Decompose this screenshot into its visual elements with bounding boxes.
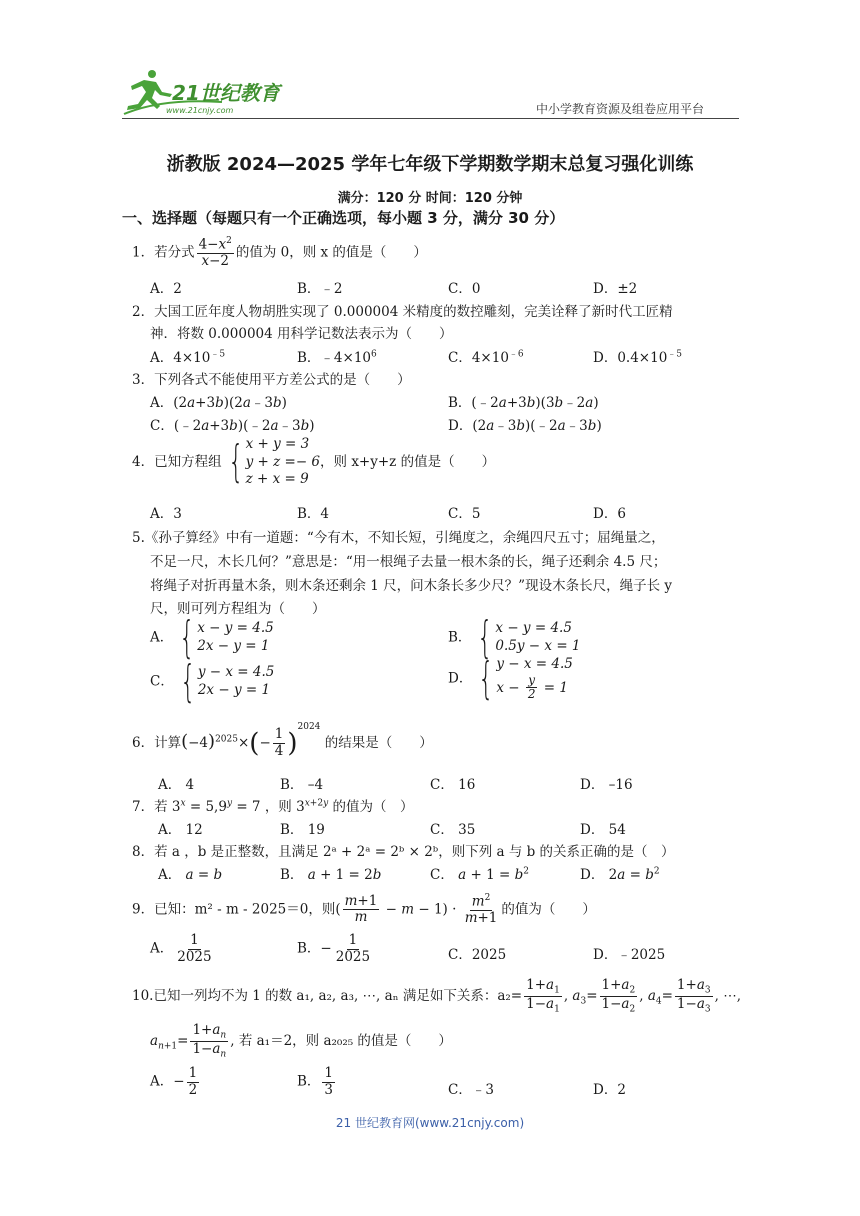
svg-text:www.21cnjy.com: www.21cnjy.com bbox=[166, 106, 234, 115]
option-b[interactable]: B．﹣2 bbox=[297, 281, 343, 297]
option-b[interactable]: B． $\frac{1}{3}$ bbox=[297, 1065, 334, 1098]
question-2-line-1: 2．大国工匠年度人物胡胜实现了 0.000004 米精度的数控雕刻，完美诠释了新时代工匠精 bbox=[132, 304, 673, 320]
option-d[interactable]: D．2 bbox=[593, 1082, 626, 1098]
option-d[interactable]: D． { y − x = 4.5 x − $\frac{y}{2}$ = 1 bbox=[448, 653, 573, 705]
question-5-line-2: 不足一尺，木长几何？”意思是：“用一根绳子去量一根木条的长，绳子还剩余 4.5 尺； bbox=[150, 554, 667, 570]
option-a[interactable]: A． 4 bbox=[158, 777, 195, 793]
question-5-line-4: 尺，则可列方程组为（ ） bbox=[150, 601, 326, 617]
option-d[interactable]: D．6 bbox=[593, 506, 626, 522]
option-b[interactable]: B．(﹣2a+3b)(3b﹣2a) bbox=[448, 395, 599, 411]
option-b[interactable]: B． 19 bbox=[280, 822, 325, 838]
option-a[interactable]: A． { x − y = 4.5 2x − y = 1 bbox=[150, 612, 274, 663]
question-3: 3．下列各式不能使用平方差公式的是（ ） bbox=[132, 372, 411, 388]
footer-link[interactable]: 21 世纪教育网(www.21cnjy.com) bbox=[335, 1116, 525, 1130]
option-a[interactable]: A．3 bbox=[150, 506, 182, 522]
question-6: 6．计算$(-4)^{2025}\times(-$ $\frac{1}{4}$ )$^{2024}$ 的结果是（ ） bbox=[132, 722, 433, 759]
option-d[interactable]: D．±2 bbox=[593, 281, 638, 297]
option-c[interactable]: C． 35 bbox=[430, 822, 476, 838]
option-a[interactable]: A．2 bbox=[150, 281, 182, 297]
option-c[interactable]: C． 16 bbox=[430, 777, 476, 793]
option-c[interactable]: C．0 bbox=[448, 281, 481, 297]
option-a[interactable]: A． $\frac{1}{2025}$ bbox=[150, 932, 212, 965]
question-8: 8．若 a ，b 是正整数，且满足 2ᵃ + 2ᵃ = 2ᵇ × 2ᵇ，则下列 a 与 b 的关系正确的是（ ） bbox=[132, 844, 675, 860]
question-5-line-1: 5.《孙子算经》中有一道题：“今有木，不知长短，引绳度之，余绳四尺五寸；屈绳量之， bbox=[132, 530, 665, 546]
option-a[interactable]: A．$4\times 10^{﹣5}$ bbox=[150, 349, 226, 366]
option-b[interactable]: B． –4 bbox=[280, 777, 324, 793]
option-c[interactable]: C． $a + 1 = b^2$ bbox=[430, 866, 529, 883]
question-5-line-3: 将绳子对折再量木条，则木条还剩余 1 尺，问木条长多少尺？”现设木条长尺，绳子长 y bbox=[150, 578, 672, 594]
option-d[interactable]: D． 54 bbox=[580, 822, 626, 838]
option-c[interactable]: C．2025 bbox=[448, 947, 507, 963]
question-9: 9．已知：m² - m - 2025＝0，则( $\frac{m+1}{m}$ − m − 1) · $\frac{m^2}{m+1}$ 的值为（ ） bbox=[132, 892, 596, 927]
option-c[interactable]: C．(﹣2a+3b)(﹣2a﹣3b) bbox=[150, 418, 315, 434]
exam-info: 满分：120 分 时间：120 分钟 bbox=[337, 191, 523, 206]
question-10-line-2: $a_{n+1}=$ $\frac{1+a_n}{1-a_n}$ , 若 a₁＝2，则 a₂₀₂₅ 的值是（ ） bbox=[150, 1022, 452, 1060]
question-2-line-2: 神．将数 0.000004 用科学记数法表示为（ ） bbox=[150, 326, 453, 342]
option-b[interactable]: B． a + 1 = 2b bbox=[280, 867, 382, 883]
option-b[interactable]: B．$﹣4\times 10^6$ bbox=[297, 349, 377, 366]
runner-logo-icon bbox=[122, 68, 292, 118]
option-d[interactable]: D．$0.4\times 10^{﹣5}$ bbox=[593, 349, 683, 366]
option-a[interactable]: A．(2a+3b)(2a﹣3b) bbox=[150, 395, 287, 411]
option-b[interactable]: B． { x − y = 4.5 0.5y − x = 1 bbox=[448, 612, 581, 663]
logo bbox=[122, 68, 292, 118]
svg-text:21世纪教育: 21世纪教育 bbox=[172, 81, 280, 105]
question-7: 7．若 $3^x = 5,9^y = 7$ ，则 $3^{x+2y}$ 的值为（ ） bbox=[132, 798, 414, 815]
option-c[interactable]: C． { y − x = 4.5 2x − y = 1 bbox=[150, 656, 275, 707]
option-c[interactable]: C．﹣3 bbox=[448, 1082, 494, 1098]
option-c[interactable]: C．5 bbox=[448, 506, 481, 522]
option-c[interactable]: C．$4\times 10^{﹣6}$ bbox=[448, 349, 524, 366]
option-a[interactable]: A．− $\frac{1}{2}$ bbox=[150, 1065, 198, 1098]
page-title: 浙教版 2024—2025 学年七年级下学期数学期末总复习强化训练 bbox=[166, 154, 694, 175]
option-b[interactable]: B．4 bbox=[297, 506, 330, 522]
question-1: 1．若分式 $\frac{4-x^2}{x-2}$ 的值为 0，则 x 的值是（ ） bbox=[132, 236, 427, 270]
option-d[interactable]: D．﹣2025 bbox=[593, 947, 666, 963]
section-heading: 一、选择题（每题只有一个正确选项，每小题 3 分，满分 30 分） bbox=[122, 209, 565, 227]
option-a[interactable]: A． 12 bbox=[158, 822, 203, 838]
option-d[interactable]: D． $2a = b^2$ bbox=[580, 866, 660, 883]
option-d[interactable]: D． –16 bbox=[580, 777, 633, 793]
header-divider bbox=[122, 118, 739, 119]
option-d[interactable]: D．(2a﹣3b)(﹣2a﹣3b) bbox=[448, 418, 602, 434]
question-10: 10.已知一列均不为 1 的数 a₁, a₂, a₃, ⋯, aₙ 满足如下关系：a₂= $\frac{1+a_1}{1-a_1}$ , $a_3=$ $\frac{1+a_2}{1-a_2}$ , $a_4=$ $\frac{1+a_3}{1-a_3}$ , ⋯, bbox=[132, 977, 741, 1015]
option-b[interactable]: B．− $\frac{1}{2025}$ bbox=[297, 932, 371, 965]
option-a[interactable]: A． a = b bbox=[158, 867, 223, 883]
platform-name: 中小学教育资源及组卷应用平台 bbox=[536, 102, 705, 116]
question-4: 4．已知方程组 { x + y = 3 y + z =− 6 z + x = 9 ，则 x+y+z 的值是（ ） bbox=[132, 436, 496, 488]
